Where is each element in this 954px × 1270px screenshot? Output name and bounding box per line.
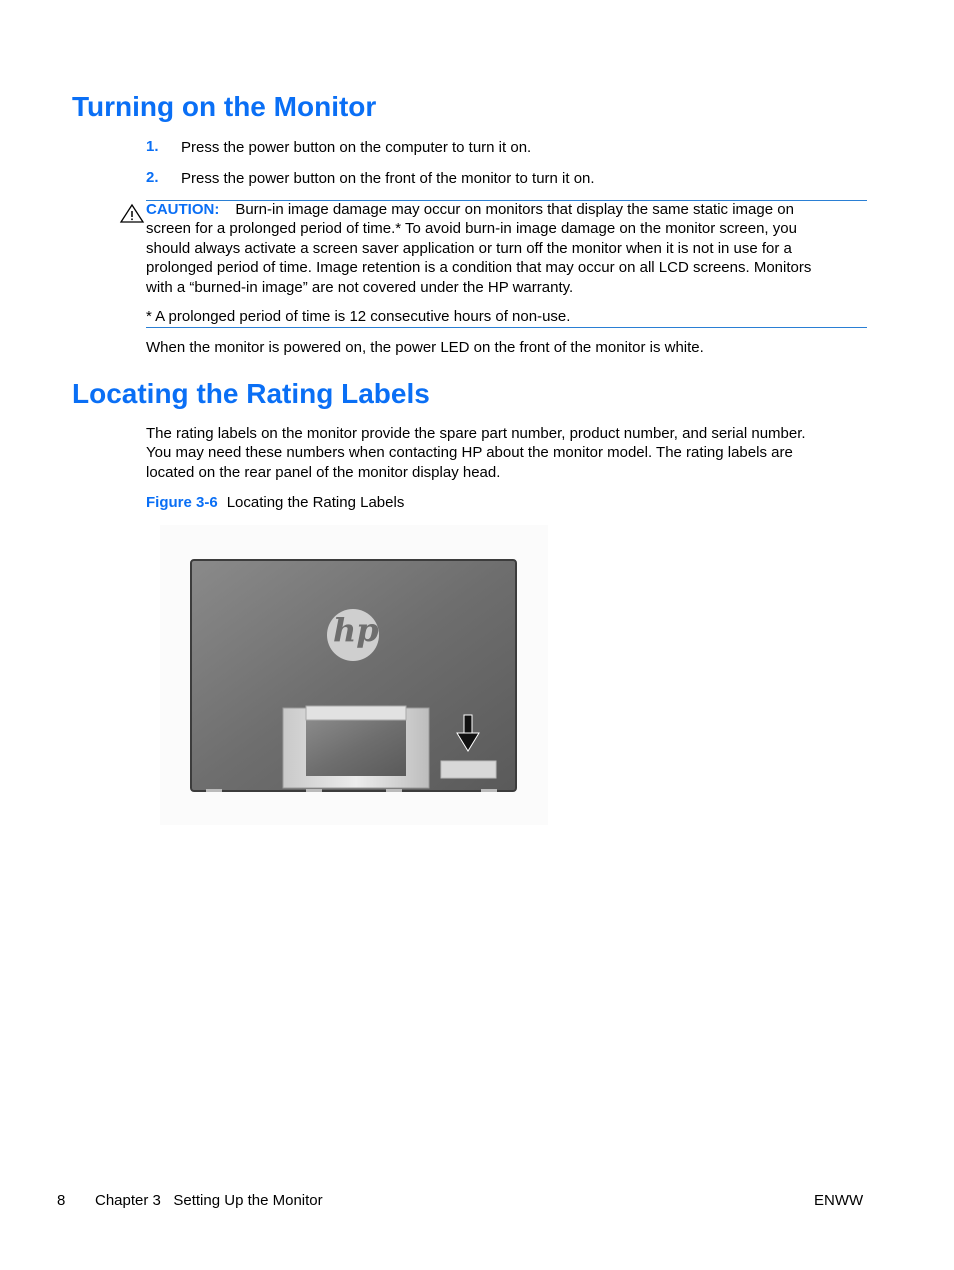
body-paragraph: When the monitor is powered on, the power LED on the front of the monitor is white.: [146, 339, 704, 356]
monitor-rear-figure: [160, 525, 548, 825]
paragraph-line: You may need these numbers when contacting HP about the monitor model. The rating labels are: [146, 444, 793, 462]
monitor-stand: [283, 706, 429, 788]
step-number: 2.: [146, 169, 159, 186]
hp-logo-text: hp: [333, 611, 379, 649]
chapter-title: Chapter 3 Setting Up the Monitor: [95, 1192, 323, 1209]
step-text: Press the power button on the computer to turn it on.: [181, 139, 532, 156]
body-paragraph: [146, 424, 867, 482]
section-title-turning-on: Turning on the Monitor: [72, 91, 377, 122]
footer-right: ENWW: [814, 1192, 864, 1209]
step-text: Press the power button on the front of the monitor to turn it on.: [181, 170, 595, 187]
figure-caption: [146, 493, 404, 512]
warning-triangle-icon: [119, 203, 145, 223]
paragraph-line: located on the rear panel of the monitor display head.: [146, 463, 501, 481]
caution-text: screen for a prolonged period of time.* To avoid burn-in image damage on the monitor screen, you: [146, 220, 797, 238]
caution-label: CAUTION:: [146, 201, 220, 218]
step-number: 1.: [146, 138, 159, 155]
section-title-rating-labels: Locating the Rating Labels: [72, 378, 430, 409]
paragraph-line: The rating labels on the monitor provide the spare part number, product number, and serial number.: [146, 425, 806, 442]
caution-text: prolonged period of time. Image retention is a condition that may occur on all LCD screens. Monitors: [146, 259, 812, 277]
caution-block: [146, 200, 867, 297]
caution-text: with a “burned-in image” are not covered under the HP warranty.: [146, 278, 574, 296]
rating-label: [441, 761, 496, 778]
figure-label: Figure 3-6: [146, 494, 218, 511]
figure-caption-text: Locating the Rating Labels: [226, 494, 405, 511]
caution-footnote: * A prolonged period of time is 12 consecutive hours of non-use.: [146, 308, 571, 325]
caution-text: should always activate a screen saver application or turn off the monitor when it is not in use for a: [146, 239, 792, 257]
caution-text: Burn-in image damage may occur on monitors that display the same static image on: [235, 201, 794, 218]
caution-bottom-rule: [146, 327, 867, 328]
page-number: 8: [57, 1192, 66, 1209]
